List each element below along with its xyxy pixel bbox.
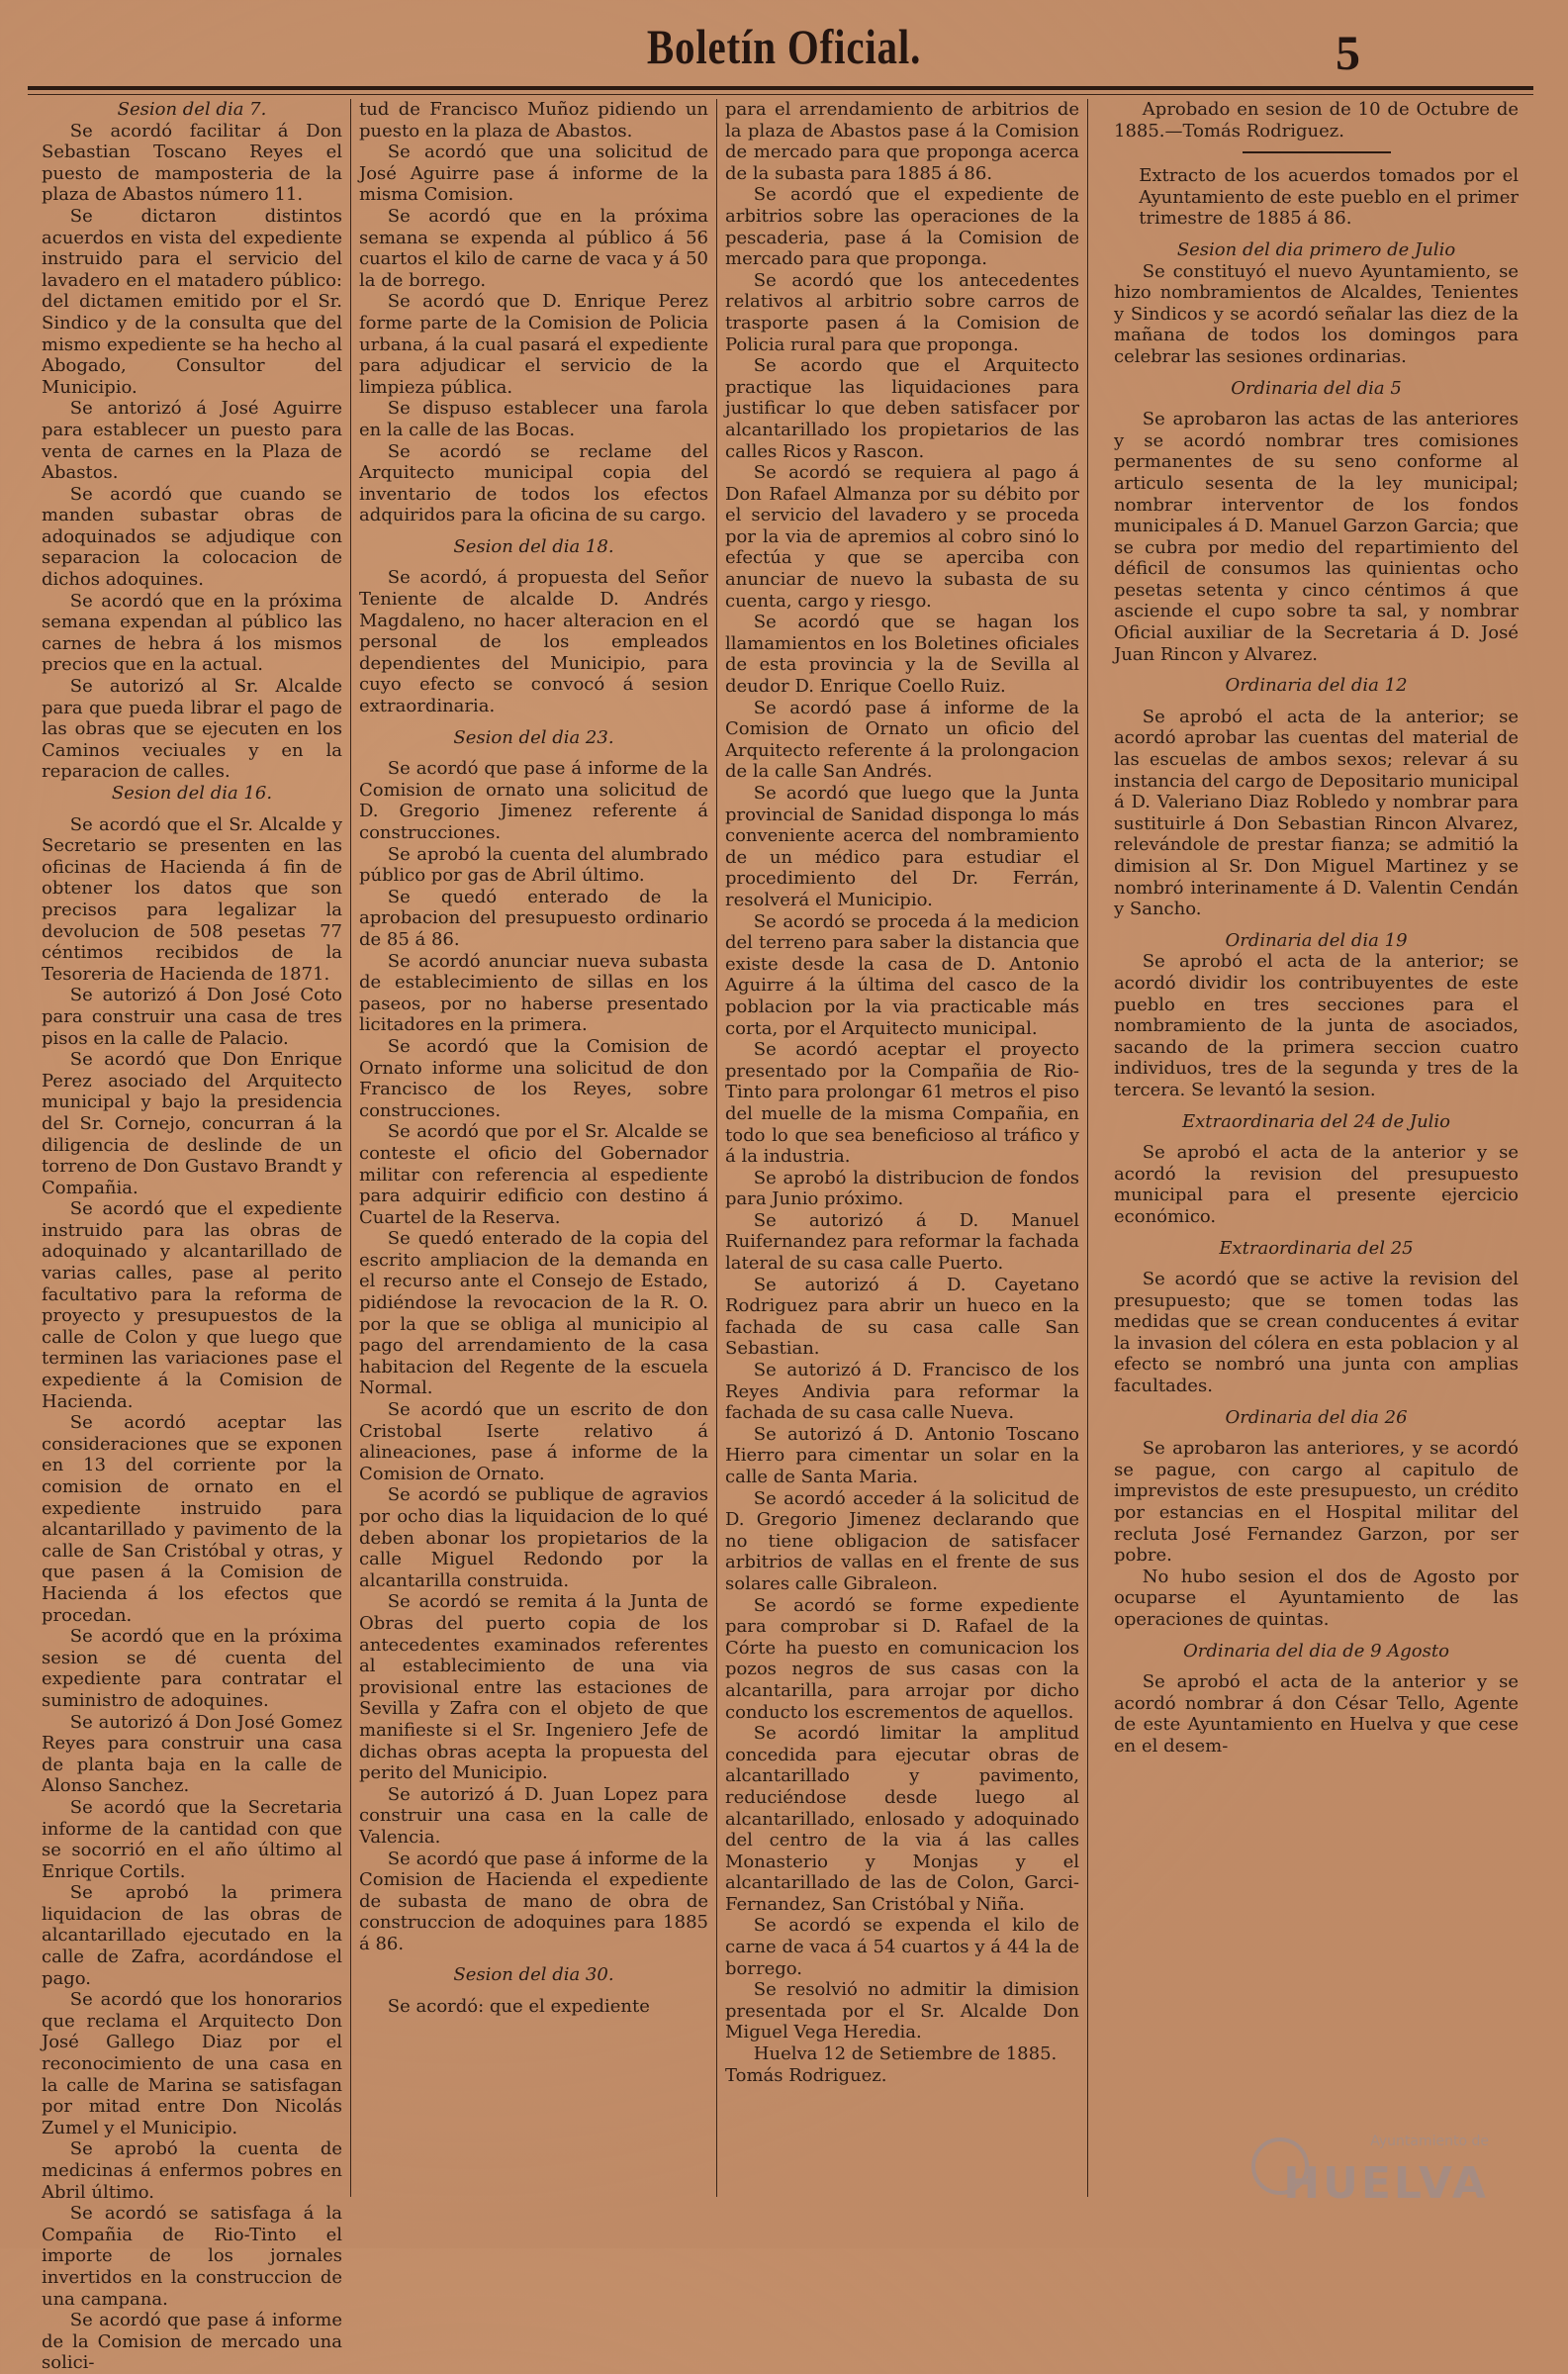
paragraph: Se aprobaron las actas de las anteriores y se acordó nombrar tres comisiones permanentes de su seno conforme al articulo sesenta de la ley municipal; nombrar interventor de los fondos municipales á D. Manuel Garzon Garcia; que se cubra por medio del repartimiento del déficil de consumos las quinientas ocho pesetas setenta y cinco céntimos á que asciende el cupo sobre ta sal, y nombrar Oficial auxiliar de la Secretaria á D. José Juan Rincon y Alvarez. (1114, 409, 1519, 665)
paragraph: Se aprobó el acta de la anterior y se acordó nombrar á don César Tello, Agente de este Ayuntamiento en Huelva y que cese en el desem- (1114, 1671, 1519, 1757)
paragraph: No hubo sesion el dos de Agosto por ocuparse el Ayuntamiento de las operaciones de quintas. (1114, 1566, 1519, 1630)
paragraph: Se dictaron distintos acuerdos en vista del expediente instruido para el servicio del lavadero en el matadero público: del dictamen emitido por el Sr. Sindico y de la consulta que del mismo expediente se ha hecho al Abogado, Consultor del Municipio. (42, 205, 342, 398)
header-rule (28, 86, 1533, 90)
paragraph: Se autorizó á D. Francisco de los Reyes Andivia para reformar la fachada de su casa calle Nueva. (725, 1360, 1079, 1424)
spacer (359, 557, 708, 567)
paragraph: Huelva 12 de Setiembre de 1885. (753, 2043, 1058, 2065)
spacer (359, 717, 708, 727)
spacer (1114, 920, 1519, 930)
newspaper-title: Boletín Oficial. (646, 19, 922, 74)
spacer (1114, 1101, 1519, 1111)
spacer (1114, 368, 1519, 378)
paragraph: Se acordó, á propuesta del Señor Teniente de alcalde D. Andrés Magdaleno, no hacer alteracion en el personal de los empleados dependientes del Municipio, para cuyo efecto se convocó á sesion extraordinaria. (359, 567, 708, 717)
spacer (1114, 697, 1519, 707)
paragraph: Se acordó se forme expediente para comprobar si D. Rafael de la Córte ha puesto en comunicacion los pozos negros de sus casas con la alcantarilla, para arrojar por dicho conducto los escrementos de aquellos. (725, 1594, 1079, 1723)
header-rule-thin (28, 94, 1533, 95)
paragraph: Se acordó que el expediente de arbitrios sobre las operaciones de la pescaderia, pase á la Comision de mercado para que proponga. (725, 184, 1079, 270)
spacer (1114, 1397, 1519, 1407)
watermark-subtext: Ayuntamiento de (1370, 2134, 1489, 2149)
paragraph: Se acordó que la Secretaria informe de la cantidad con que se socorrió en el año último al Enrique Cortils. (42, 1796, 342, 1882)
session-heading: Ordinaria del dia 5 (1231, 377, 1402, 399)
session-heading: Sesion del dia 16. (111, 783, 273, 804)
session-heading: Sesion del dia 23. (453, 726, 614, 748)
paragraph: Se aprobó el acta de la anterior; se acordó aprobar las cuentas del material de las escuelas de ambos sexos; relevar á su instancia del cargo de Depositario municipal á D. Valeriano Diaz Robledo y nombrar para sustituirle á Don Sebastian Rincon Alvarez, relevándole de prestar fianza; se admitió la dimision al Sr. Don Miguel Martinez y se nombró interinamente á D. Valentin Cendán y Sancho. (1114, 706, 1519, 920)
spacer (1114, 230, 1519, 239)
spacer (359, 1986, 708, 1996)
paragraph: Se acordó anunciar nueva subasta de establecimiento de sillas en los paseos, por no haberse presentado licitadores en la primera. (359, 950, 708, 1036)
paragraph: Se acordó aceptar las consideraciones que se exponen en 13 del corriente por la comision de ornato en el expediente instruido para alcantarillado y pavimento de la calle de San Cristóbal y otras, y que pasen á la Comision de Hacienda á los efectos que procedan. (42, 1412, 342, 1626)
paragraph: Se acordo que el Arquitecto practique las liquidaciones para justificar lo que deben satisfacer por alcantarillado los propietarios de las calles Ricos y Rascon. (725, 355, 1079, 462)
paragraph: Se acordó que luego que la Junta provincial de Sanidad disponga lo más conveniente acerca del nombramiento de un médico para estudiar el procedimiento del Dr. Ferrán, resolverá el Municipio. (725, 783, 1079, 910)
paragraph: Se acordó que una solicitud de José Aguirre pase á informe de la misma Comision. (359, 142, 708, 206)
session-heading: Ordinaria del dia de 9 Agosto (1183, 1640, 1449, 1662)
paragraph: Se acordó que los antecedentes relativos al arbitrio sobre carros de trasporte pasen á la Comision de Policia rural para que proponga. (725, 269, 1079, 355)
paragraph: Se aprobó el acta de la anterior y se acordó la revision del presupuesto municipal para el presente ejercicio económico. (1114, 1142, 1519, 1227)
session-heading: Sesion del dia 18. (453, 535, 614, 557)
spacer (1114, 1228, 1519, 1238)
column-1 (34, 99, 350, 2374)
column-4 (1087, 99, 1532, 2197)
archive-watermark (1251, 2130, 1489, 2209)
paragraph: Se autorizó á D. Juan Lopez para construir una casa en la calle de Valencia. (359, 1783, 708, 1848)
paragraph: Se acordó que el expediente instruido para las obras de adoquinado y alcantarillado de varias calles, pase al perito facultativo para la reforma de proyecto y presupuestos de la calle de Colon y que luego que terminen las variaciones pase el expediente á la Comision de Hacienda. (42, 1198, 342, 1412)
paragraph: Se acordó que el Sr. Alcalde y Secretario se presenten en las oficinas de Hacienda á fin de obtener los datos que son precisos para legalizar la devolucion de 508 pesetas 77 céntimos recibidos de la Tesoreria de Hacienda de 1871. (42, 813, 342, 985)
paragraph: Se aprobó la distribucion de fondos para Junio próximo. (725, 1167, 1079, 1210)
paragraph: Se acordó que pase á informe de la Comision de mercado una solici- (42, 2310, 342, 2374)
paragraph: Se autorizó al Sr. Alcalde para que pueda librar el pago de las obras que se ejecuten en los Caminos veciuales y en la reparacion de calles. (42, 676, 342, 783)
paragraph: Se acordó: que el expediente (387, 1996, 650, 2018)
paragraph: Se autorizó á Don José Coto para construir una casa de tres pisos en la calle de Palacio. (42, 985, 342, 1049)
paragraph: Se quedó enterado de la aprobacion del presupuesto ordinario de 85 á 86. (359, 886, 708, 950)
paragraph: Se acordó se publique de agravios por ocho dias la liquidacion de lo qué deben abonar los propietarios de la calle Miguel Redondo por la alcantarilla construida. (359, 1484, 708, 1591)
paragraph: Se acordó se proceda á la medicion del terreno para saber la distancia que existe desde la casa de D. Antonio Aguirre á la última del casco de la poblacion por la via practicable más corta, por el Arquitecto municipal. (725, 910, 1079, 1039)
spacer (42, 805, 342, 814)
paragraph: Se acordó se requiera al pago á Don Rafael Almanza por su débito por el servicio del lavadero y se proceda por la via de apremios al cobro sinó lo efectúa y que se aperciba con anunciar de nuevo la subasta de su cuenta, cargo y riesgo. (725, 462, 1079, 612)
spacer (1114, 1259, 1519, 1269)
paragraph: Aprobado en sesion de 10 de Octubre de 1885.—Tomás Rodriguez. (1114, 99, 1519, 142)
session-heading: Sesion del dia primero de Julio (1176, 238, 1456, 260)
paragraph: Se acordó pase á informe de la Comision de Ornato un oficio del Arquitecto referente á la prolongacion de la calle San Andrés. (725, 697, 1079, 783)
paragraph: Se acordó facilitar á Don Sebastian Toscano Reyes el puesto de mamposteria de la plaza de Abastos número 11. (42, 120, 342, 206)
watermark-text: HUELVA (1283, 2158, 1489, 2209)
paragraph-continuation: Tomás Rodriguez. (725, 2064, 887, 2086)
extract-heading: Extracto de los acuerdos tomados por el Ayuntamiento de este pueblo en el primer trimestre de 1885 á 86. (1139, 165, 1519, 230)
spacer (1114, 1631, 1519, 1641)
session-heading: Ordinaria del dia 19 (1225, 929, 1408, 951)
paragraph: Se resolvió no admitir la dimision presentada por el Sr. Alcalde Don Miguel Vega Heredia. (725, 1979, 1079, 2043)
paragraph: Se acordó que D. Enrique Perez forme parte de la Comision de Policia urbana, á la cual pasará el expediente para adjudicar el servicio de la limpieza pública. (359, 291, 708, 398)
paragraph: Se acordó que en la próxima sesion se dé cuenta del expediente para contratar el suministro de adoquines. (42, 1626, 342, 1711)
paragraph: Se autorizó á D. Cayetano Rodriguez para abrir un hueco en la fachada de su casa calle San Sebastian. (725, 1274, 1079, 1360)
paragraph: Se quedó enterado de la copia del escrito ampliacion de la demanda en el recurso ante el Consejo de Estado, pidiéndose la revocacion de la R. O. por la que se obliga al municipio al pago del arrendamiento de la casa habitacion del Regente de la escuela Normal. (359, 1228, 708, 1399)
column-3 (716, 99, 1087, 2197)
paragraph: Se acordó que la Comision de Ornato informe una solicitud de don Francisco de los Reyes, sobre construcciones. (359, 1035, 708, 1121)
paragraph: Se autorizó á D. Manuel Ruifernandez para reformar la fachada lateral de su casa calle Puerto. (725, 1209, 1079, 1275)
paragraph: Se antorizó á José Aguirre para establecer un puesto para venta de carnes en la Plaza de Abastos. (42, 398, 342, 484)
paragraph: Se acordó que se hagan los llamamientos en los Boletines oficiales de esta provincia y la de Sevilla al deudor D. Enrique Coello Ruiz. (725, 612, 1079, 698)
paragraph: Se acordó aceptar el proyecto presentado por la Compañia de Rio-Tinto para prolongar 61 metros el piso del muelle de la misma Compañia, en todo lo que sea beneficioso al tráfico y á la industria. (725, 1039, 1079, 1168)
paragraph: Se acordó que en la próxima semana se expenda al público á 56 cuartos el kilo de carne de vaca y á 50 la de borrego. (359, 205, 708, 291)
spacer (359, 526, 708, 536)
paragraph: Se aprobó la cuenta del alumbrado público por gas de Abril último. (359, 843, 708, 887)
paragraph: Se aprobó la cuenta de medicinas á enfermos pobres en Abril último. (42, 2138, 342, 2203)
paragraph: Se acordó que en la próxima semana expendan al público las carnes de hebra á los mismos precios que en la actual. (42, 590, 342, 676)
spacer (359, 1954, 708, 1964)
spacer (1114, 1428, 1519, 1438)
paragraph: Se acordó que Don Enrique Perez asociado del Arquitecto municipal y bajo la presidencia del Sr. Cornejo, concurran á la diligencia de deslinde de un torreno de Don Gustavo Brandt y Compañia. (42, 1049, 342, 1198)
paragraph: Se acordó que por el Sr. Alcalde se conteste el oficio del Gobernador militar con referencia al espediente para adquirir edificio con destino á Cuartel de la Reserva. (359, 1121, 708, 1228)
paragraph: Se acordó limitar la amplitud concedida para ejecutar obras de alcantarillado y pavimento, reduciéndose desde luego al alcantarillado, enlosado y adoquinado del centro de la via á las calles Monasterio y Monjas y el alcantarillado de las de Colon, Garci-Fernandez, San Cristóbal y Niña. (725, 1723, 1079, 1915)
paragraph: Se aprobó el acta de la anterior; se acordó dividir los contribuyentes de este pueblo en tres secciones para el nombramiento de la junta de asociados, sacando de la primera seccion cuatro individuos, tres de la segunda y tres de la tercera. Se levantó la sesion. (1114, 951, 1519, 1100)
column-2 (350, 99, 716, 2197)
paragraph: Se acordó que cuando se manden subastar obras de adoquinados se adjudique con separacion la colocacion de dichos adoquines. (42, 483, 342, 591)
paragraph: Se acordó que un escrito de don Cristobal Iserte relativo á alineaciones, pase á informe de la Comision de Ornato. (359, 1399, 708, 1484)
session-heading: Sesion del dia 30. (453, 1964, 614, 1986)
paragraph: Se acordó se remita á la Junta de Obras del puerto copia de los antecedentes examinados referentes al establecimiento de una via provisional entre las estaciones de Sevilla y Zafra con el objeto de que manifieste si el Sr. Ingeniero Jefe de dichas obras acepta la propuesta del perito del Municipio. (359, 1591, 708, 1784)
page-header (0, 0, 1568, 94)
paragraph: Se autorizó á Don José Gomez Reyes para construir una casa de planta baja en la calle de Alonso Sanchez. (42, 1711, 342, 1797)
paragraph: Se constituyó el nuevo Ayuntamiento, se hizo nombramientos de Alcaldes, Tenientes y Sindicos y se acordó señalar las diez de la mañana de todos los domingos para celebrar las sesiones ordinarias. (1114, 260, 1519, 367)
paragraph: Se autorizó á D. Antonio Toscano Hierro para cimentar un solar en la calle de Santa Maria. (725, 1423, 1079, 1487)
spacer (1114, 399, 1519, 409)
paragraph: Se acordó que los honorarios que reclama el Arquitecto Don José Gallego Diaz por el reconocimiento de una casa en la calle de Marina se satisfagan por mitad entre Don Nicolás Zumel y el Municipio. (42, 1989, 342, 2138)
paragraph-continuation: tud de Francisco Muñoz pidiendo un puesto en la plaza de Abastos. (359, 99, 708, 142)
paragraph: Se acordó que pase á informe de la Comision de ornato una solicitud de D. Gregorio Jimenez referente á construcciones. (359, 758, 708, 843)
text-columns (34, 99, 1532, 2374)
paragraph: Se acordó se satisfaga á la Compañia de Rio-Tinto el importe de los jornales invertidos en la construccion de una campana. (42, 2203, 342, 2310)
session-heading: Sesion del dia 7. (117, 99, 267, 120)
page-number: 5 (1336, 25, 1360, 80)
paragraph: Se acordó acceder á la solicitud de D. Gregorio Jimenez declarando que no tiene obligacion de satisfacer arbitrios de vallas en el frente de sus solares calle Gibraleon. (725, 1487, 1079, 1594)
paragraph: Se dispuso establecer una farola en la calle de las Bocas. (359, 398, 708, 440)
spacer (1114, 1662, 1519, 1671)
paragraph: Se acordó que pase á informe de la Comision de Hacienda el expediente de subasta de mano de obra de construccion de adoquines para 1885 á 86. (359, 1848, 708, 1954)
paragraph: Se acordó que se active la revision del presupuesto; que se tomen todas las medidas que se crean conducentes á evitar la invasion del cólera en esta poblacion y al efecto se nombró una junta con amplias facultades. (1114, 1269, 1519, 1397)
paragraph: Se acordó se reclame del Arquitecto municipal copia del inventario de todos los efectos adquiridos para la oficina de su cargo. (359, 440, 708, 526)
spacer (1114, 665, 1519, 675)
paragraph: Se aprobó la primera liquidacion de las obras de alcantarillado ejecutado en la calle de Zafra, acordándose el pago. (42, 1882, 342, 1989)
session-heading: Ordinaria del dia 12 (1225, 675, 1408, 697)
section-rule (1243, 151, 1391, 153)
paragraph: Se acordó se expenda el kilo de carne de vaca á 54 cuartos y á 44 la de borrego. (725, 1915, 1079, 1979)
session-heading: Extraordinaria del 24 de Julio (1181, 1110, 1451, 1132)
paragraph-continuation: para el arrendamiento de arbitrios de la plaza de Abastos pase á la Comision de mercado para que proponga acerca de la subasta para 1885 á 86. (725, 99, 1079, 184)
session-heading: Extraordinaria del 25 (1219, 1237, 1414, 1259)
spacer (1114, 1132, 1519, 1142)
session-heading: Ordinaria del dia 26 (1225, 1406, 1408, 1428)
spacer (359, 748, 708, 758)
paragraph: Se aprobaron las anteriores, y se acordó se pague, con cargo al capitulo de imprevistos de este presupuesto, un crédito por estancias en el Hospital militar del recluta José Fernandez Garzon, por ser pobre. (1114, 1438, 1519, 1567)
